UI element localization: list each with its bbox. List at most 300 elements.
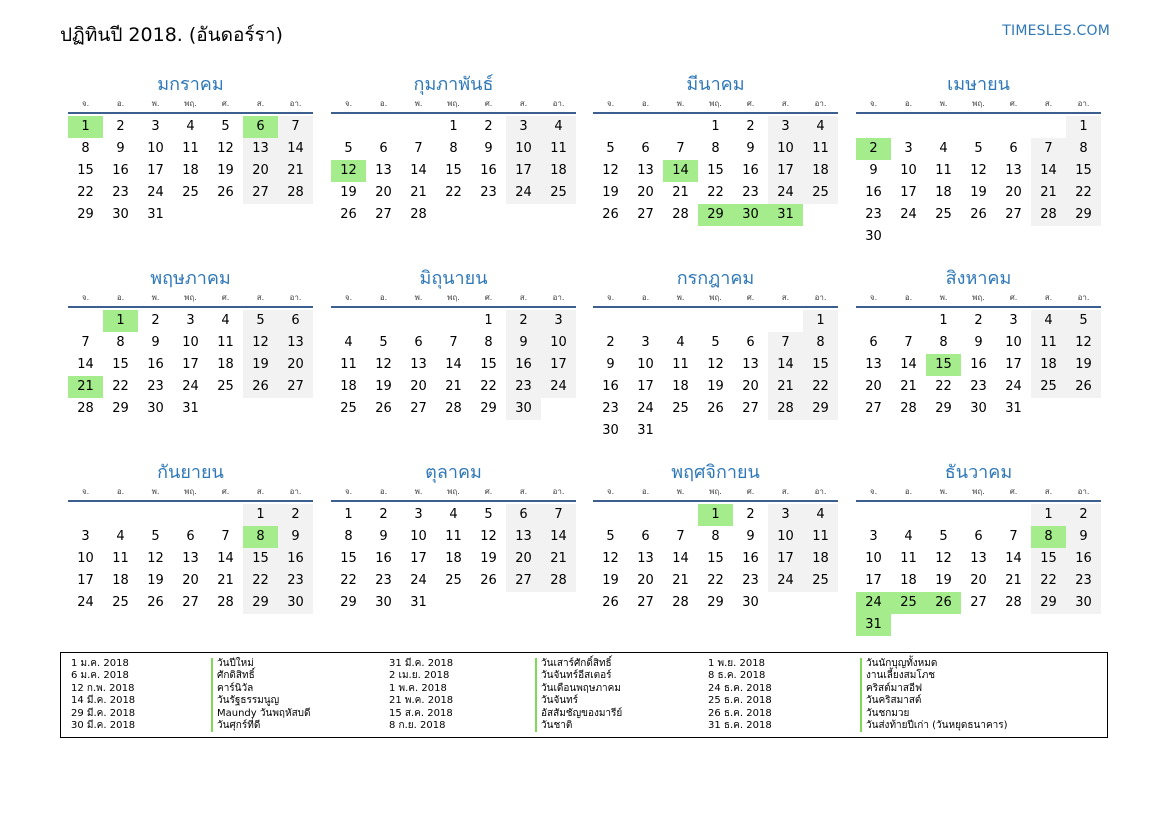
day-cell[interactable]: 14 [768,354,803,376]
day-cell[interactable]: 8 [1066,138,1101,160]
day-cell[interactable]: 29 [340,595,357,610]
day-cell[interactable]: 29 [480,401,497,416]
day-cell[interactable]: 7 [278,116,313,138]
day-cell[interactable]: 14 [217,551,234,566]
day-cell[interactable]: 10 [768,526,803,548]
day-cell[interactable]: 7 [676,529,685,544]
day-cell[interactable]: 5 [1066,310,1101,332]
day-cell[interactable]: 17 [77,573,94,588]
holiday-day-cell[interactable]: 24 [856,592,891,614]
day-cell[interactable]: 13 [970,551,987,566]
day-cell[interactable]: 19 [935,573,952,588]
day-cell[interactable]: 26 [707,401,724,416]
day-cell[interactable]: 2 [379,507,388,522]
day-cell[interactable]: 3 [541,310,576,332]
day-cell[interactable]: 22 [340,573,357,588]
day-cell[interactable]: 8 [711,529,720,544]
day-cell[interactable]: 21 [1005,573,1022,588]
day-cell[interactable]: 19 [375,379,392,394]
day-cell[interactable]: 26 [602,595,619,610]
day-cell[interactable]: 23 [506,376,541,398]
day-cell[interactable]: 25 [541,182,576,204]
day-cell[interactable]: 17 [865,573,882,588]
day-cell[interactable]: 25 [803,182,838,204]
day-cell[interactable]: 12 [375,357,392,372]
day-cell[interactable]: 17 [900,185,917,200]
day-cell[interactable]: 27 [742,401,759,416]
day-cell[interactable]: 17 [182,357,199,372]
day-cell[interactable]: 19 [480,551,497,566]
day-cell[interactable]: 22 [707,185,724,200]
day-cell[interactable]: 5 [974,141,983,156]
day-cell[interactable]: 30 [602,423,619,438]
day-cell[interactable]: 23 [865,207,882,222]
day-cell[interactable]: 2 [974,313,983,328]
day-cell[interactable]: 5 [151,529,160,544]
day-cell[interactable]: 20 [278,354,313,376]
day-cell[interactable]: 9 [746,529,755,544]
day-cell[interactable]: 1 [1066,116,1101,138]
day-cell[interactable]: 28 [1031,204,1066,226]
day-cell[interactable]: 10 [506,138,541,160]
holiday-day-cell[interactable]: 6 [243,116,278,138]
day-cell[interactable]: 30 [375,595,392,610]
day-cell[interactable]: 18 [217,357,234,372]
day-cell[interactable]: 12 [970,163,987,178]
day-cell[interactable]: 9 [379,529,388,544]
day-cell[interactable]: 30 [970,401,987,416]
day-cell[interactable]: 13 [637,551,654,566]
day-cell[interactable]: 30 [147,401,164,416]
day-cell[interactable]: 3 [1009,313,1018,328]
day-cell[interactable]: 20 [865,379,882,394]
day-cell[interactable]: 8 [116,335,125,350]
day-cell[interactable]: 19 [340,185,357,200]
day-cell[interactable]: 23 [602,401,619,416]
day-cell[interactable]: 13 [278,332,313,354]
day-cell[interactable]: 14 [1005,551,1022,566]
day-cell[interactable]: 17 [1005,357,1022,372]
day-cell[interactable]: 3 [768,116,803,138]
day-cell[interactable]: 5 [484,507,493,522]
holiday-day-cell[interactable]: 1 [103,310,138,332]
day-cell[interactable]: 29 [1066,204,1101,226]
day-cell[interactable]: 1 [449,119,458,134]
day-cell[interactable]: 6 [186,529,195,544]
day-cell[interactable]: 1 [344,507,353,522]
day-cell[interactable]: 13 [182,551,199,566]
day-cell[interactable]: 29 [1031,592,1066,614]
day-cell[interactable]: 28 [445,401,462,416]
day-cell[interactable]: 29 [803,398,838,420]
day-cell[interactable]: 16 [480,163,497,178]
day-cell[interactable]: 2 [1066,504,1101,526]
day-cell[interactable]: 16 [970,357,987,372]
day-cell[interactable]: 26 [480,573,497,588]
day-cell[interactable]: 27 [970,595,987,610]
day-cell[interactable]: 26 [375,401,392,416]
day-cell[interactable]: 24 [147,185,164,200]
day-cell[interactable]: 28 [278,182,313,204]
day-cell[interactable]: 16 [602,379,619,394]
day-cell[interactable]: 21 [672,573,689,588]
day-cell[interactable]: 7 [904,335,913,350]
holiday-day-cell[interactable]: 30 [733,204,768,226]
day-cell[interactable]: 10 [637,357,654,372]
day-cell[interactable]: 3 [151,119,160,134]
day-cell[interactable]: 22 [803,376,838,398]
day-cell[interactable]: 28 [410,207,427,222]
day-cell[interactable]: 10 [1005,335,1022,350]
day-cell[interactable]: 8 [81,141,90,156]
day-cell[interactable]: 20 [375,185,392,200]
day-cell[interactable]: 4 [186,119,195,134]
day-cell[interactable]: 13 [742,357,759,372]
day-cell[interactable]: 20 [243,160,278,182]
day-cell[interactable]: 8 [344,529,353,544]
day-cell[interactable]: 24 [768,182,803,204]
day-cell[interactable]: 6 [641,141,650,156]
day-cell[interactable]: 27 [410,401,427,416]
day-cell[interactable]: 18 [803,548,838,570]
day-cell[interactable]: 3 [414,507,423,522]
day-cell[interactable]: 3 [641,335,650,350]
day-cell[interactable]: 4 [1031,310,1066,332]
day-cell[interactable]: 4 [116,529,125,544]
day-cell[interactable]: 11 [112,551,129,566]
day-cell[interactable]: 4 [904,529,913,544]
day-cell[interactable]: 2 [506,310,541,332]
day-cell[interactable]: 31 [410,595,427,610]
day-cell[interactable]: 24 [1005,379,1022,394]
day-cell[interactable]: 16 [112,163,129,178]
day-cell[interactable]: 24 [182,379,199,394]
day-cell[interactable]: 15 [1031,548,1066,570]
holiday-day-cell[interactable]: 21 [68,376,103,398]
day-cell[interactable]: 7 [1009,529,1018,544]
day-cell[interactable]: 13 [865,357,882,372]
day-cell[interactable]: 16 [375,551,392,566]
day-cell[interactable]: 21 [445,379,462,394]
day-cell[interactable]: 22 [445,185,462,200]
day-cell[interactable]: 28 [672,595,689,610]
day-cell[interactable]: 28 [541,570,576,592]
day-cell[interactable]: 26 [243,376,278,398]
day-cell[interactable]: 11 [803,526,838,548]
day-cell[interactable]: 18 [541,160,576,182]
day-cell[interactable]: 3 [768,504,803,526]
day-cell[interactable]: 2 [746,507,755,522]
day-cell[interactable]: 8 [939,335,948,350]
day-cell[interactable]: 11 [935,163,952,178]
day-cell[interactable]: 27 [865,401,882,416]
day-cell[interactable]: 27 [278,376,313,398]
day-cell[interactable]: 26 [340,207,357,222]
day-cell[interactable]: 17 [410,551,427,566]
day-cell[interactable]: 5 [243,310,278,332]
day-cell[interactable]: 17 [147,163,164,178]
holiday-day-cell[interactable]: 12 [331,160,366,182]
day-cell[interactable]: 31 [637,423,654,438]
day-cell[interactable]: 20 [637,185,654,200]
day-cell[interactable]: 25 [672,401,689,416]
day-cell[interactable]: 22 [480,379,497,394]
holiday-day-cell[interactable]: 1 [68,116,103,138]
day-cell[interactable]: 19 [970,185,987,200]
day-cell[interactable]: 3 [506,116,541,138]
day-cell[interactable]: 19 [147,573,164,588]
day-cell[interactable]: 29 [707,595,724,610]
day-cell[interactable]: 15 [1066,160,1101,182]
day-cell[interactable]: 13 [506,526,541,548]
day-cell[interactable]: 27 [1005,207,1022,222]
day-cell[interactable]: 31 [1005,401,1022,416]
day-cell[interactable]: 4 [541,116,576,138]
day-cell[interactable]: 9 [151,335,160,350]
day-cell[interactable]: 2 [484,119,493,134]
day-cell[interactable]: 10 [541,332,576,354]
day-cell[interactable]: 23 [480,185,497,200]
day-cell[interactable]: 22 [112,379,129,394]
day-cell[interactable]: 28 [768,398,803,420]
day-cell[interactable]: 18 [672,379,689,394]
day-cell[interactable]: 11 [217,335,234,350]
day-cell[interactable]: 15 [340,551,357,566]
day-cell[interactable]: 17 [506,160,541,182]
day-cell[interactable]: 2 [746,119,755,134]
day-cell[interactable]: 15 [77,163,94,178]
day-cell[interactable]: 4 [676,335,685,350]
day-cell[interactable]: 4 [803,116,838,138]
day-cell[interactable]: 19 [707,379,724,394]
day-cell[interactable]: 4 [803,504,838,526]
day-cell[interactable]: 22 [1066,182,1101,204]
day-cell[interactable]: 19 [602,573,619,588]
day-cell[interactable]: 20 [970,573,987,588]
day-cell[interactable]: 24 [900,207,917,222]
day-cell[interactable]: 19 [1066,354,1101,376]
day-cell[interactable]: 5 [606,141,615,156]
day-cell[interactable]: 10 [410,529,427,544]
day-cell[interactable]: 16 [865,185,882,200]
day-cell[interactable]: 30 [506,398,541,420]
day-cell[interactable]: 10 [900,163,917,178]
day-cell[interactable]: 14 [1031,160,1066,182]
day-cell[interactable]: 9 [869,163,878,178]
day-cell[interactable]: 16 [742,163,759,178]
day-cell[interactable]: 23 [147,379,164,394]
day-cell[interactable]: 8 [803,332,838,354]
day-cell[interactable]: 7 [676,141,685,156]
day-cell[interactable]: 25 [112,595,129,610]
day-cell[interactable]: 4 [344,335,353,350]
day-cell[interactable]: 14 [541,526,576,548]
holiday-day-cell[interactable]: 31 [856,614,891,636]
day-cell[interactable]: 13 [1005,163,1022,178]
day-cell[interactable]: 7 [449,335,458,350]
day-cell[interactable]: 26 [147,595,164,610]
day-cell[interactable]: 1 [711,119,720,134]
day-cell[interactable]: 9 [506,332,541,354]
day-cell[interactable]: 10 [77,551,94,566]
holiday-day-cell[interactable]: 26 [926,592,961,614]
day-cell[interactable]: 30 [112,207,129,222]
day-cell[interactable]: 24 [637,401,654,416]
day-cell[interactable]: 15 [480,357,497,372]
day-cell[interactable]: 6 [379,141,388,156]
day-cell[interactable]: 18 [1031,354,1066,376]
day-cell[interactable]: 21 [900,379,917,394]
day-cell[interactable]: 12 [602,551,619,566]
day-cell[interactable]: 7 [81,335,90,350]
day-cell[interactable]: 19 [243,354,278,376]
day-cell[interactable]: 18 [900,573,917,588]
day-cell[interactable]: 9 [606,357,615,372]
day-cell[interactable]: 16 [278,548,313,570]
day-cell[interactable]: 22 [77,185,94,200]
day-cell[interactable]: 27 [375,207,392,222]
day-cell[interactable]: 24 [77,595,94,610]
day-cell[interactable]: 14 [672,551,689,566]
day-cell[interactable]: 21 [278,160,313,182]
day-cell[interactable]: 23 [375,573,392,588]
day-cell[interactable]: 25 [1031,376,1066,398]
day-cell[interactable]: 28 [217,595,234,610]
day-cell[interactable]: 24 [506,182,541,204]
day-cell[interactable]: 28 [672,207,689,222]
day-cell[interactable]: 1 [243,504,278,526]
holiday-day-cell[interactable]: 8 [1031,526,1066,548]
day-cell[interactable]: 12 [1066,332,1101,354]
day-cell[interactable]: 2 [116,119,125,134]
day-cell[interactable]: 24 [410,573,427,588]
day-cell[interactable]: 7 [414,141,423,156]
day-cell[interactable]: 10 [182,335,199,350]
day-cell[interactable]: 6 [278,310,313,332]
day-cell[interactable]: 6 [869,335,878,350]
day-cell[interactable]: 10 [865,551,882,566]
day-cell[interactable]: 11 [182,141,199,156]
day-cell[interactable]: 28 [900,401,917,416]
day-cell[interactable]: 19 [217,163,234,178]
day-cell[interactable]: 26 [970,207,987,222]
day-cell[interactable]: 4 [449,507,458,522]
day-cell[interactable]: 7 [221,529,230,544]
day-cell[interactable]: 5 [379,335,388,350]
day-cell[interactable]: 22 [935,379,952,394]
day-cell[interactable]: 4 [221,313,230,328]
day-cell[interactable]: 13 [410,357,427,372]
day-cell[interactable]: 5 [221,119,230,134]
day-cell[interactable]: 14 [900,357,917,372]
day-cell[interactable]: 1 [803,310,838,332]
day-cell[interactable]: 23 [278,570,313,592]
day-cell[interactable]: 17 [768,160,803,182]
day-cell[interactable]: 21 [768,376,803,398]
day-cell[interactable]: 6 [1009,141,1018,156]
day-cell[interactable]: 21 [672,185,689,200]
day-cell[interactable]: 9 [484,141,493,156]
holiday-day-cell[interactable]: 1 [698,504,733,526]
day-cell[interactable]: 2 [278,504,313,526]
day-cell[interactable]: 1 [484,313,493,328]
day-cell[interactable]: 16 [1066,548,1101,570]
day-cell[interactable]: 15 [243,548,278,570]
day-cell[interactable]: 20 [1005,185,1022,200]
day-cell[interactable]: 11 [445,529,462,544]
holiday-day-cell[interactable]: 31 [768,204,803,226]
day-cell[interactable]: 20 [410,379,427,394]
day-cell[interactable]: 19 [602,185,619,200]
day-cell[interactable]: 3 [81,529,90,544]
day-cell[interactable]: 12 [935,551,952,566]
day-cell[interactable]: 3 [869,529,878,544]
day-cell[interactable]: 18 [935,185,952,200]
day-cell[interactable]: 22 [243,570,278,592]
day-cell[interactable]: 27 [182,595,199,610]
day-cell[interactable]: 20 [637,573,654,588]
holiday-day-cell[interactable]: 15 [926,354,961,376]
day-cell[interactable]: 23 [742,573,759,588]
day-cell[interactable]: 15 [112,357,129,372]
day-cell[interactable]: 11 [1031,332,1066,354]
day-cell[interactable]: 13 [375,163,392,178]
day-cell[interactable]: 26 [1066,376,1101,398]
day-cell[interactable]: 12 [147,551,164,566]
day-cell[interactable]: 12 [707,357,724,372]
day-cell[interactable]: 21 [541,548,576,570]
holiday-day-cell[interactable]: 14 [663,160,698,182]
day-cell[interactable]: 21 [217,573,234,588]
day-cell[interactable]: 7 [768,332,803,354]
day-cell[interactable]: 17 [637,379,654,394]
holiday-day-cell[interactable]: 2 [856,138,891,160]
day-cell[interactable]: 26 [217,185,234,200]
day-cell[interactable]: 11 [803,138,838,160]
day-cell[interactable]: 21 [1031,182,1066,204]
day-cell[interactable]: 16 [742,551,759,566]
day-cell[interactable]: 29 [77,207,94,222]
day-cell[interactable]: 30 [1066,592,1101,614]
day-cell[interactable]: 6 [746,335,755,350]
day-cell[interactable]: 7 [1031,138,1066,160]
day-cell[interactable]: 13 [637,163,654,178]
day-cell[interactable]: 2 [151,313,160,328]
day-cell[interactable]: 3 [186,313,195,328]
day-cell[interactable]: 11 [541,138,576,160]
day-cell[interactable]: 15 [707,551,724,566]
day-cell[interactable]: 20 [742,379,759,394]
day-cell[interactable]: 1 [1031,504,1066,526]
day-cell[interactable]: 31 [182,401,199,416]
day-cell[interactable]: 25 [182,185,199,200]
day-cell[interactable]: 25 [935,207,952,222]
day-cell[interactable]: 18 [445,551,462,566]
day-cell[interactable]: 30 [742,595,759,610]
day-cell[interactable]: 6 [414,335,423,350]
day-cell[interactable]: 17 [541,354,576,376]
brand-link[interactable]: TIMESLES.COM [1002,23,1110,39]
day-cell[interactable]: 5 [711,335,720,350]
day-cell[interactable]: 23 [970,379,987,394]
day-cell[interactable]: 28 [77,401,94,416]
day-cell[interactable]: 23 [112,185,129,200]
day-cell[interactable]: 9 [974,335,983,350]
day-cell[interactable]: 30 [278,592,313,614]
day-cell[interactable]: 12 [480,529,497,544]
day-cell[interactable]: 11 [340,357,357,372]
day-cell[interactable]: 7 [541,504,576,526]
